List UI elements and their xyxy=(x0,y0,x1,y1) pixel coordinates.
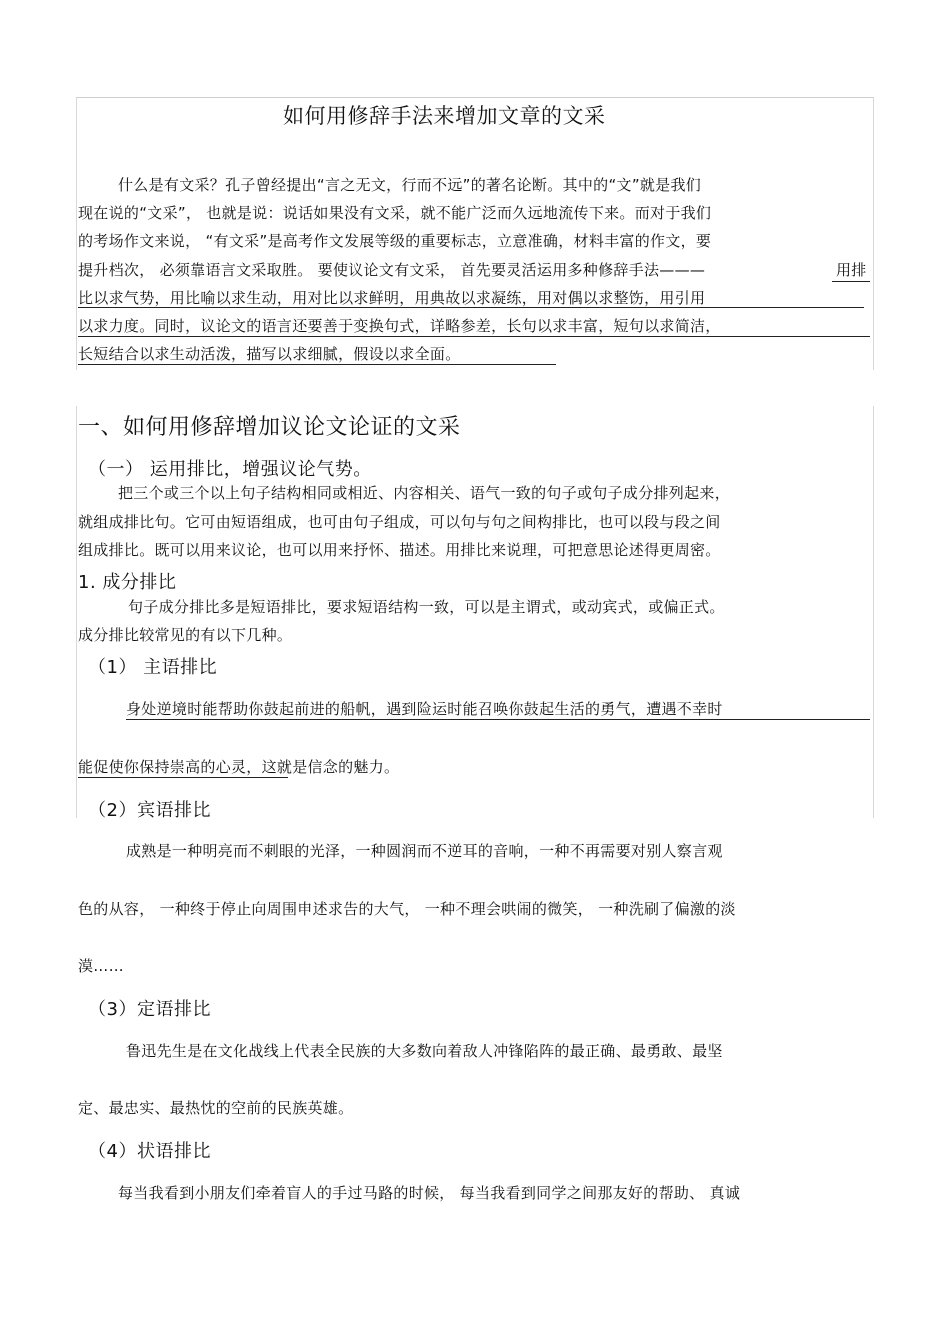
example-heading: （4）状语排比 xyxy=(88,1141,211,1162)
intro-line-tail: 用排 xyxy=(836,261,867,279)
underline xyxy=(78,307,864,308)
intro-line: 现在说的“文采”， 也就是说：说话如果没有文采，就不能广泛而久远地流传下来。而对于我们 xyxy=(78,204,712,222)
example-line: 身处逆境时能帮助你鼓起前进的船帆，遇到险运时能召唤你鼓起生活的勇气，遭遇不幸时 xyxy=(126,700,723,718)
intro-line: 提升档次， 必须靠语言文采取胜。 要使议论文有文采， 首先要灵活运用多种修辞手法——— xyxy=(78,261,706,279)
intro-line: 长短结合以求生动活泼，描写以求细腻，假设以求全面。 xyxy=(78,345,461,363)
example-line: 能促使你保持崇高的心灵，这就是信念的魅力。 xyxy=(78,758,400,776)
example-line: 每当我看到小朋友们牵着盲人的手过马路的时候， 每当我看到同学之间那友好的帮助、 真诚 xyxy=(118,1184,741,1202)
paragraph-line: 句子成分排比多是短语排比，要求短语结构一致，可以是主谓式，或动宾式，或偏正式。 xyxy=(128,598,725,616)
example-heading: （1） 主语排比 xyxy=(88,657,218,678)
intro-line: 什么是有文采？孔子曾经提出“言之无文，行而不远”的著名论断。其中的“文”就是我们 xyxy=(118,176,702,194)
underline xyxy=(78,777,288,778)
subsection-heading: （一） 运用排比，增强议论气势。 xyxy=(88,459,372,480)
underline xyxy=(78,336,870,337)
example-line: 色的从容， 一种终于停止向周围申述求告的大气， 一种不理会哄闹的微笑， 一种洗刷了偏激的淡 xyxy=(78,900,736,918)
intro-line: 的考场作文来说， “有文采”是高考作文发展等级的重要标志，立意准确，材料丰富的作文，要 xyxy=(78,232,712,250)
example-line: 成熟是一种明亮而不刺眼的光泽，一种圆润而不逆耳的音响，一种不再需要对别人察言观 xyxy=(126,842,723,860)
example-line: 漠…… xyxy=(78,957,124,975)
paragraph-line: 把三个或三个以上句子结构相同或相近、内容相关、语气一致的句子或句子成分排列起来， xyxy=(118,484,731,502)
item-heading: 1. 成分排比 xyxy=(78,572,177,593)
underline xyxy=(78,364,556,365)
paragraph-line: 就组成排比句。它可由短语组成，也可由句子组成，可以句与句之间构排比，也可以段与段之间 xyxy=(78,513,721,531)
example-line: 鲁迅先生是在文化战线上代表全民族的大多数向着敌人冲锋陷阵的最正确、最勇敢、最坚 xyxy=(126,1042,723,1060)
underline xyxy=(832,281,870,282)
paragraph-line: 组成排比。既可以用来议论，也可以用来抒怀、描述。用排比来说理，可把意思论述得更周密。 xyxy=(78,541,721,559)
example-line: 定、最忠实、最热忱的空前的民族英雄。 xyxy=(78,1099,354,1117)
intro-line: 比以求气势，用比喻以求生动，用对比以求鲜明，用典故以求凝练，用对偶以求整饬，用引用 xyxy=(78,289,706,307)
paragraph-line: 成分排比较常见的有以下几种。 xyxy=(78,626,293,644)
underline xyxy=(126,719,870,720)
example-heading: （2）宾语排比 xyxy=(88,800,211,821)
page-title: 如何用修辞手法来增加文章的文采 xyxy=(283,104,606,128)
intro-line: 以求力度。同时，议论文的语言还要善于变换句式，详略参差，长句以求丰富，短句以求简洁， xyxy=(78,317,721,335)
example-heading: （3）定语排比 xyxy=(88,999,211,1020)
section-heading: 一、如何用修辞增加议论文论证的文采 xyxy=(78,415,461,440)
